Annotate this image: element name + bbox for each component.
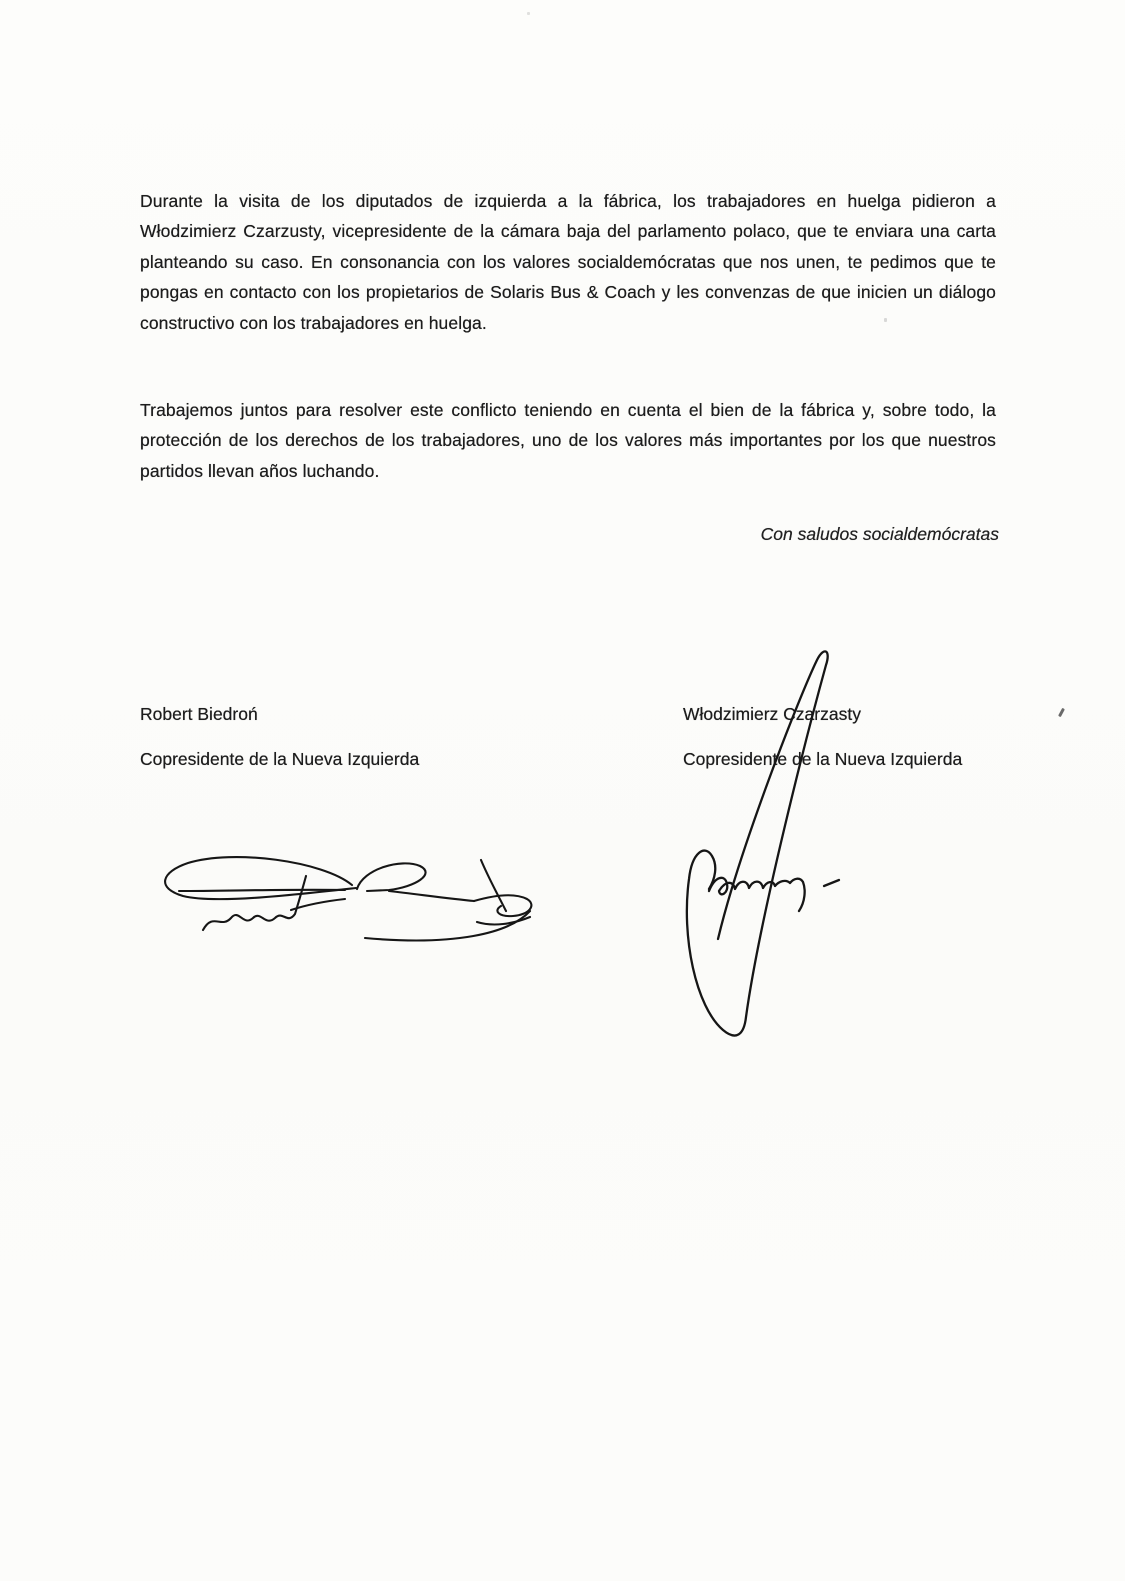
scan-dust-speck: [884, 318, 887, 322]
signatory-name-wlodzimierz-czarzasty: Włodzimierz Czarzasty: [683, 704, 861, 724]
signatory-name-robert-biedron: Robert Biedroń: [140, 704, 258, 724]
signatory-title-wlodzimierz-czarzasty: Copresidente de la Nueva Izquierda: [683, 749, 963, 769]
signature-wlodzimierz-czarzasty: [658, 627, 913, 1052]
letter-paragraph-1: Durante la visita de los diputados de izquierda a la fábrica, los trabajadores en huelga pidieron a Włodzimierz Czarzusty, vicepresidente de la cámara baja del parlamento polaco, que te enviara una carta planteando su caso. En consonancia con los valores socialdemócratas que nos unen, te pedimos que te pongas en contacto con los propietarios de Solaris Bus & Coach y les convenzas de que inicien un diálogo constructivo con los trabajadores en huelga.: [140, 190, 996, 333]
letter-closing-salutation: Con saludos socialdemócratas: [760, 524, 999, 544]
signatory-title-robert-biedron: Copresidente de la Nueva Izquierda: [140, 749, 420, 769]
letter-paragraph-2: Trabajemos juntos para resolver este conflicto teniendo en cuenta el bien de la fábrica y, sobre todo, la protección de los derechos de los trabajadores, uno de los valores más importantes por los que nuestros partidos llevan años luchando.: [140, 399, 996, 481]
scan-ink-speck: [1058, 708, 1065, 717]
scan-dust-speck: [527, 12, 530, 15]
signature-robert-biedron: [143, 833, 563, 948]
